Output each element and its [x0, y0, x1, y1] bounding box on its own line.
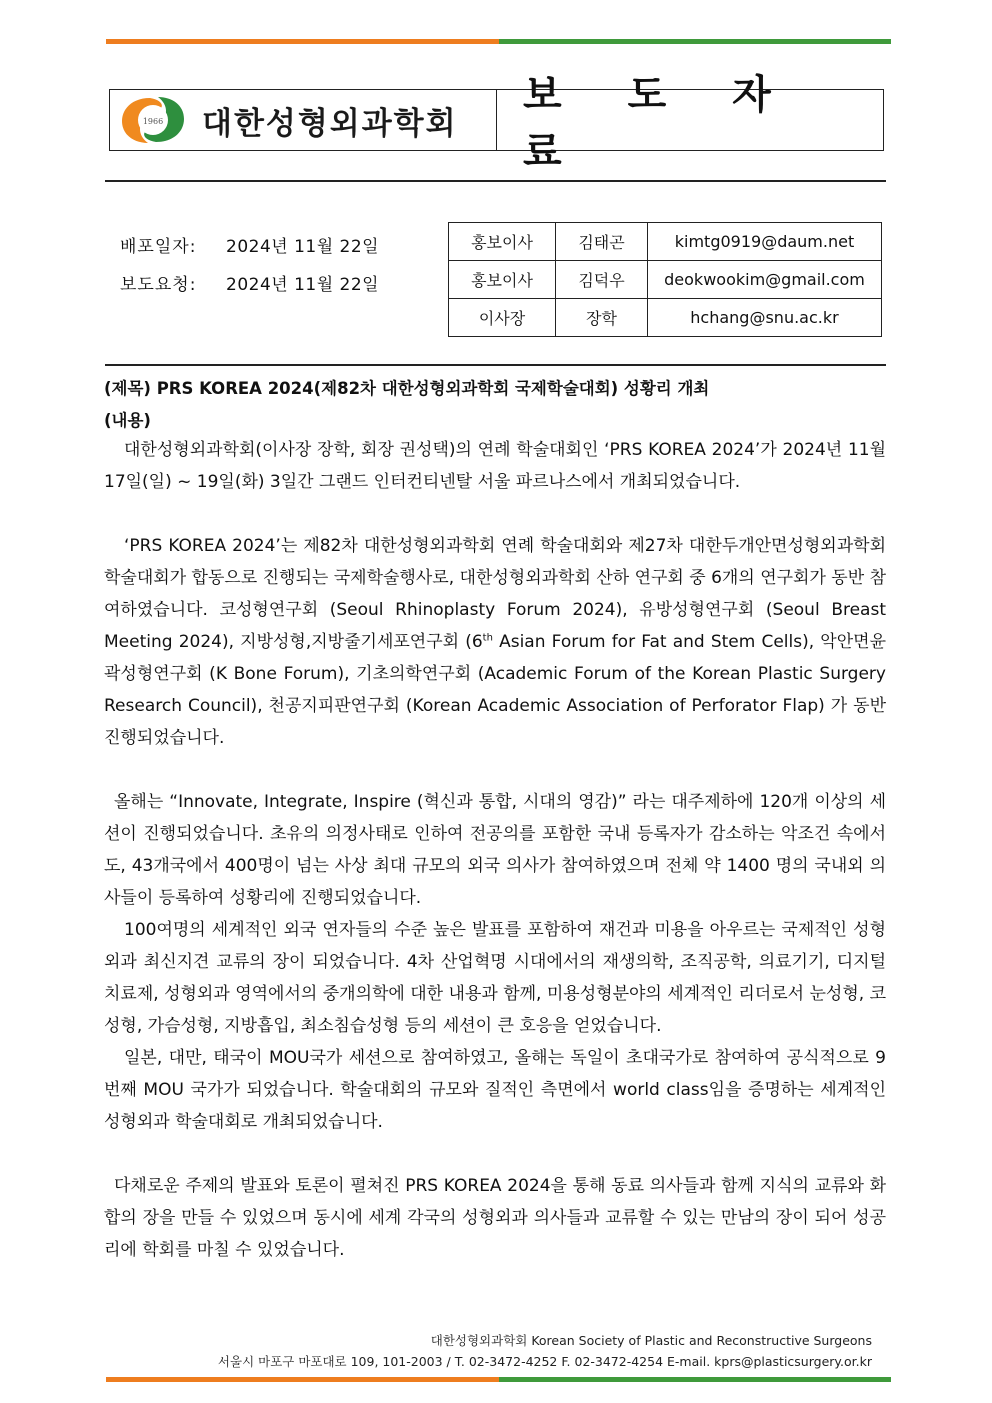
- header-box: [109, 72, 884, 175]
- footer-society: 대한성형외과학회 Korean Society of Plastic and Reconstructive Surgeons: [430, 1333, 872, 1348]
- request-date-value: 2024년 11월 22일: [226, 275, 380, 295]
- dates-block: [120, 228, 379, 304]
- contacts-table: [448, 222, 882, 337]
- contact-email: kimtg0919@daum.net: [648, 223, 882, 261]
- paragraph: 대한성형외과학회(이사장 장학, 회장 권성택)의 연례 학술대회인 ‘PRS KOREA 2024’가 2024년 11월 17일(일) ~ 19일(화) 3일간 그랜드 인터컨티넨탈 서울 파르나스에서 개최되었습니다.: [104, 440, 886, 492]
- orange-segment: [106, 39, 499, 44]
- contact-name: 장학: [556, 299, 648, 337]
- society-header: [110, 90, 497, 150]
- article-body: [104, 434, 886, 1266]
- article-subject: (제목) PRS KOREA 2024(제82차 대한성형외과학회 국제학술대회) 성황리 개최: [104, 379, 710, 398]
- paragraph: 일본, 대만, 태국이 MOU국가 세션으로 참여하였고, 올해는 독일이 초대국가로 참여하여 공식적으로 9번째 MOU 국가가 되었습니다. 학술대회의 규모와 질적인 측면에서 world class임을 증명하는 세계적인 성형외과 학술대회로 개최되었습니다.: [104, 1048, 886, 1132]
- contact-role: 이사장: [449, 299, 556, 337]
- superscript: th: [482, 632, 493, 644]
- footer-address: 서울시 마포구 마포대로 109, 101-2003 / T. 02-3472-4252 F. 02-3472-4254 E-mail. kprs@plasticsurgery.or.kr: [217, 1354, 872, 1369]
- footer: [218, 1330, 872, 1372]
- top-color-bar: [106, 39, 891, 44]
- contact-email: hchang@snu.ac.kr: [648, 299, 882, 337]
- paragraph-text: ‘PRS KOREA 2024’는 제82차 대한성형외과학회 연례 학술대회와 제27차 대한두개안면성형외과학회 학술대회가 합동으로 진행되는 국제학술행사로, 대한성형외과학회 산하 연구회 중 6개의 연구회가 동반 참여하였습니다. 코성형연구회 (Seoul Rhinoplasty Forum 2024), 유방성형연구회 (Seoul Breast Meeting 2024), 지방성형,지방줄기세포연구회 (6: [104, 536, 886, 652]
- table-row: [449, 223, 882, 261]
- paragraph-text: Asian Forum for Fat and Stem Cells), 악안면윤곽성형연구회 (K Bone Forum), 기초의학연구회 (Academic Forum of the Korean Plastic Surgery Research Council), 천공지피판연구회 (Korean Academic Association of Perforator Flap) 가 동반 진행되었습니다.: [104, 632, 886, 748]
- society-emblem-icon: [120, 95, 186, 145]
- paragraph: 올해는 “Innovate, Integrate, Inspire (혁신과 통합, 시대의 영감)” 라는 대주제하에 120개 이상의 세션이 진행되었습니다. 초유의 의정사태로 인하여 전공의를 포함한 국내 등록자가 감소하는 악조건 속에서도, 43개국에서 400명이 넘는 사상 최대 규모의 외국 의사가 참여하였으며 전체 약 1400 명의 국내외 의사들이 등록하여 성황리에 진행되었습니다.: [104, 792, 886, 908]
- green-segment: [499, 1377, 891, 1382]
- paragraph: 다채로운 주제의 발표와 토론이 펼쳐진 PRS KOREA 2024을 통해 동료 의사들과 함께 지식의 교류와 화합의 장을 만들 수 있었으며 동시에 세계 각국의 성형외과 의사들과 교류할 수 있는 만남의 장이 되어 성공리에 학회를 마칠 수 있었습니다.: [104, 1176, 886, 1260]
- contact-name: 김덕우: [556, 261, 648, 299]
- request-date-label: 보도요청:: [120, 275, 197, 295]
- divider: [105, 364, 886, 366]
- contact-role: 홍보이사: [449, 261, 556, 299]
- contact-name: 김태곤: [556, 223, 648, 261]
- release-date-value: 2024년 11월 22일: [226, 237, 380, 257]
- logo-year: 1966: [142, 117, 164, 126]
- paragraph: [104, 530, 886, 754]
- bottom-color-bar: [106, 1377, 891, 1382]
- content-label: (내용): [104, 411, 151, 430]
- release-date-row: [120, 228, 379, 266]
- request-date-row: [120, 266, 379, 304]
- contact-email: deokwookim@gmail.com: [648, 261, 882, 299]
- table-row: [449, 299, 882, 337]
- press-release-title-cell: [497, 72, 883, 175]
- press-release-title: 보 도 자 료: [523, 72, 797, 175]
- paragraph: 100여명의 세계적인 외국 연자들의 수준 높은 발표를 포함하여 재건과 미용을 아우르는 국제적인 성형외과 최신지견 교류의 장이 되었습니다. 4차 산업혁명 시대에서의 재생의학, 조직공학, 의료기기, 디지털 치료제, 성형외과 영역에서의 중개의학에 대한 내용과 함께, 미용성형분야의 세계적인 리더로서 눈성형, 코성형, 가슴성형, 지방흡입, 최소침습성형 등의 세션이 큰 호응을 얻었습니다.: [104, 920, 886, 1036]
- orange-segment: [106, 1377, 499, 1382]
- divider: [105, 180, 886, 182]
- green-segment: [499, 39, 891, 44]
- society-name: 대한성형외과학회: [202, 105, 458, 142]
- table-row: [449, 261, 882, 299]
- release-date-label: 배포일자:: [120, 237, 197, 257]
- contact-role: 홍보이사: [449, 223, 556, 261]
